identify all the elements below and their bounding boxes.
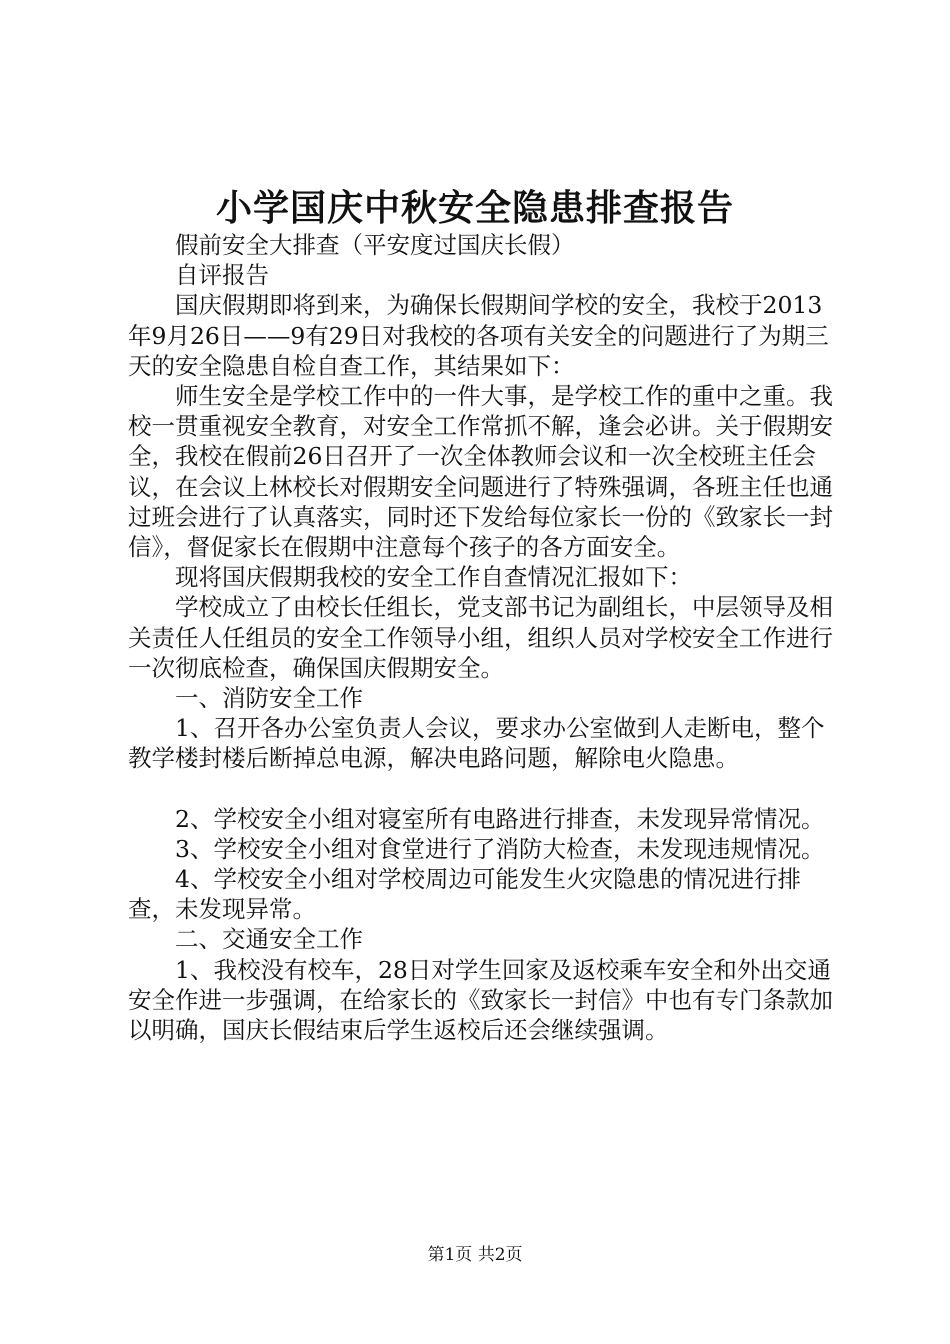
document-title: 小学国庆中秋安全隐患排查报告 xyxy=(215,187,734,229)
paragraph: 1、召开各办公室负责人会议，要求办公室做到人走断电，整个教学楼封楼后断掉总电源，解决电路问题，解除电火隐患。 xyxy=(128,714,825,773)
paragraph: 自评报告 xyxy=(175,261,269,290)
paragraph: 假前安全大排查（平安度过国庆长假） xyxy=(175,231,575,259)
section-heading: 一、消防安全工作 xyxy=(175,684,363,713)
paragraph: 4、学校安全小组对学校周边可能发生火灾隐患的情况进行排查，未发现异常。 xyxy=(128,865,801,924)
paragraph: 师生安全是学校工作中的一件大事，是学校工作的重中之重。我校一贯重视安全教育，对安全工作常抓不解，逢会必讲。关于假期安全，我校在假前26日召开了一次全体教师会议和一次全校班主任会议，在会议上林校长对假期安全问题进行了特殊强调，各班主任也通过班会进行了认真落实，同时还下发给每位家长一份的《致家长一封信》，督促家长在假期中注意每个孩子的各方面安全。 xyxy=(128,382,833,562)
section-heading: 二、交通安全工作 xyxy=(175,925,363,954)
paragraph: 国庆假期即将到来，为确保长假期间学校的安全，我校于2013年9月26日——9有29日对我校的各项有关安全的问题进行了为期三天的安全隐患自检自查工作，其结果如下： xyxy=(128,291,829,380)
page-footer: 第1页 共2页 xyxy=(427,1245,523,1265)
paragraph: 1、我校没有校车，28日对学生回家及返校乘车安全和外出交通安全作进一步强调，在给家长的《致家长一封信》中也有专门条款加以明确，国庆长假结束后学生返校后还会继续强调。 xyxy=(128,955,833,1045)
paragraph: 现将国庆假期我校的安全工作自查情况汇报如下： xyxy=(175,563,692,592)
blank-line xyxy=(128,774,840,804)
paragraph: 3、学校安全小组对食堂进行了消防大检查，未发现违规情况。 xyxy=(175,834,825,863)
paragraph: 2、学校安全小组对寝室所有电路进行排查，未发现异常情况。 xyxy=(175,804,825,833)
paragraph: 学校成立了由校长任组长，党支部书记为副组长，中层领导及相关责任人任组员的安全工作领导小组，组织人员对学校安全工作进行一次彻底检查，确保国庆假期安全。 xyxy=(128,593,833,682)
document-body xyxy=(128,230,840,1045)
